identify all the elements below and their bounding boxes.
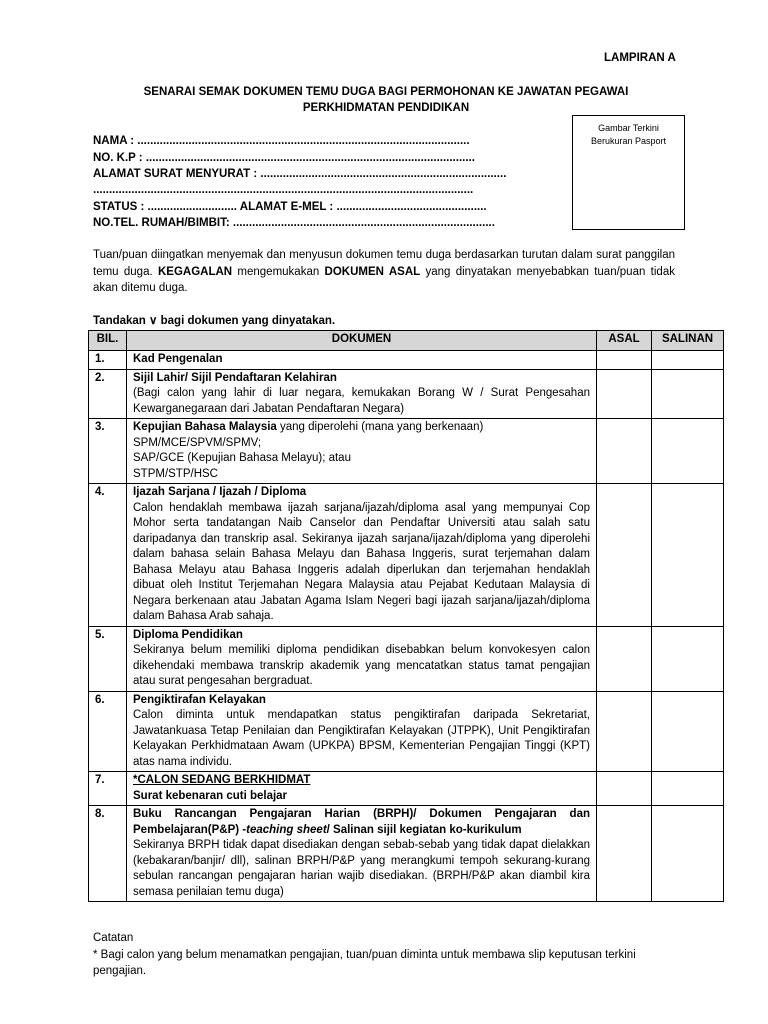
row-title: Diploma Pendidikan	[133, 628, 243, 641]
passport-photo-box	[572, 115, 685, 230]
row-document	[127, 419, 597, 484]
row-body: Surat kebenaran cuti belajar	[133, 789, 288, 802]
table-row	[89, 772, 724, 806]
row-document	[127, 369, 597, 419]
table-row	[89, 626, 724, 691]
intro-text-a: Tuan/puan diingatkan menyemak dan menyusun dokumen temu duga berdasarkan turutan dalam surat panggilan temu duga.	[93, 249, 675, 278]
row-title: Pengiktirafan Kelayakan	[133, 693, 266, 706]
row-title: Ijazah Sarjana / Ijazah / Diploma	[133, 486, 307, 498]
header-bil: BIL.	[89, 331, 127, 351]
row-document	[127, 806, 597, 902]
row-title: *CALON SEDANG BERKHIDMAT	[133, 774, 311, 786]
row-body: Calon hendaklah membawa ijazah sarjana/ijazah/diploma asal yang mempunyai Cop Mohor serta tandatangan Naib Canselor dan Pendaftar Universiti atau salah satu daripadanya dan transkrip asal. Sekiranya ijazah sarjana/ijazah/diploma yang diperolehi dalam bahasa selain Bahasa Melayu dan Bahasa Inggeris, surat terjemahan dalam Bahasa Melayu atau Bahasa Inggeris adalah diperlukan dan terjemahan hendaklah dibuat oleh Institut Terjemahan Negara Malaysia atau Pejabat Kedutaan Malaysia di Negara berkenaan atau Jabatan Agama Islam Negeri bagi ijazah sarjana/ijazah/diploma dalam Bahasa Arab sahaja.	[133, 501, 590, 622]
row-number: 8.	[89, 806, 127, 902]
intro-text-c: yang dinyatakan menyebabkan tuan/puan tidak akan ditemu duga.	[93, 265, 675, 294]
row-number: 5.	[89, 626, 127, 691]
header-dokumen: DOKUMEN	[127, 331, 597, 351]
field-email[interactable]: ALAMAT E-MEL : ...............................................	[239, 201, 487, 213]
catatan-heading: Catatan	[93, 932, 134, 944]
row-title: Sijil Lahir/ Sijil Pendaftaran Kelahiran	[133, 371, 337, 384]
salinan-checkbox[interactable]	[652, 626, 724, 691]
checklist-table	[88, 330, 724, 902]
row-title-italic: teaching sheet	[246, 823, 327, 836]
field-alamat[interactable]: ALAMAT SURAT MENYURAT : .............................................................................	[93, 168, 507, 180]
header-asal: ASAL	[597, 331, 652, 351]
table-row	[89, 806, 724, 902]
row-number: 3.	[89, 419, 127, 484]
intro-dokumen-asal: DOKUMEN ASAL	[324, 265, 421, 278]
row-title	[133, 807, 590, 838]
header-salinan: SALINAN	[652, 331, 724, 351]
asal-checkbox[interactable]	[597, 419, 652, 484]
row-body: Calon diminta untuk mendapatkan status pengiktirafan daripada Sekretariat, Jawatankuasa Tetap Penilaian dan Pengiktirafan Kelayakan (JTPPK), Unit Pengiktirafan Kelayakan Perkhidmataan Awam (UPKPA) BPSM, Kementerian Pengajian Tinggi (KPT) atas nama individu.	[133, 709, 590, 768]
row-line: SPM/MCE/SPVM/SPMV;	[133, 436, 262, 449]
row-document	[127, 351, 597, 370]
table-row	[89, 419, 724, 484]
row-title: Kepujian Bahasa Malaysia	[133, 421, 277, 433]
field-tel[interactable]: NO.TEL. RUMAH/BIMBIT: ..................................................................................	[93, 217, 495, 229]
document-title	[80, 84, 692, 116]
instruction-text: Tandakan ∨ bagi dokumen yang dinyatakan.	[93, 315, 336, 327]
catatan-section	[93, 930, 678, 980]
table-header-row	[89, 331, 724, 351]
row-number: 6.	[89, 691, 127, 772]
row-body: (Bagi calon yang lahir di luar negara, kemukakan Borang W / Surat Pengesahan Kewarganegaraan dari Jabatan Pendaftaran Negara)	[133, 387, 590, 415]
asal-checkbox[interactable]	[597, 369, 652, 419]
row-body: Sekiranya BRPH tidak dapat disediakan dengan sebab-sebab yang tidak dapat dielakkan (kebakaran/banjir/ dll), salinan BRPH/P&P yang merangkumi tempoh sekurang-kurang sebulan rancangan pengajaran harian wajib disediakan. (BRPH/P&P akan diambil kira semasa penilaian temu duga)	[133, 839, 590, 898]
salinan-checkbox[interactable]	[652, 419, 724, 484]
catatan-note: * Bagi calon yang belum menamatkan pengajian, tuan/puan diminta untuk membawa slip keputusan terkini pengajian.	[93, 948, 636, 977]
row-number: 1.	[89, 351, 127, 370]
field-alamat-cont[interactable]: .......................................................................................................................	[93, 184, 474, 196]
row-document	[127, 484, 597, 627]
asal-checkbox[interactable]	[597, 351, 652, 370]
row-document	[127, 626, 597, 691]
row-number: 7.	[89, 772, 127, 806]
row-title-a: Buku Rancangan Pengajaran Harian (BRPH)/ Dokumen Pengajaran dan Pembelajaran(P&P) -	[133, 808, 590, 836]
table-row	[89, 484, 724, 627]
title-line-2: PERKHIDMATAN PENDIDIKAN	[302, 102, 470, 114]
table-row	[89, 691, 724, 772]
photo-label-2: Berukuran Pasport	[590, 136, 667, 146]
field-nokp[interactable]: NO. K.P : .......................................................................................................	[93, 152, 475, 164]
asal-checkbox[interactable]	[597, 691, 652, 772]
row-line: STPM/STP/HSC	[133, 467, 218, 480]
row-title: Kad Pengenalan	[133, 353, 223, 365]
asal-checkbox[interactable]	[597, 806, 652, 902]
title-line-1: SENARAI SEMAK DOKUMEN TEMU DUGA BAGI PERMOHONAN KE JAWATAN PEGAWAI	[143, 86, 629, 98]
lampiran-label: LAMPIRAN A	[604, 52, 676, 64]
field-status-email[interactable]	[93, 199, 568, 215]
field-nama[interactable]: NAMA : ........................................................................................................	[93, 135, 470, 147]
asal-checkbox[interactable]	[597, 772, 652, 806]
row-number: 2.	[89, 369, 127, 419]
row-title-line	[133, 420, 590, 436]
row-document	[127, 772, 597, 806]
salinan-checkbox[interactable]	[652, 806, 724, 902]
row-number: 4.	[89, 484, 127, 627]
table-row	[89, 351, 724, 370]
intro-paragraph	[93, 247, 675, 297]
field-status[interactable]: STATUS : ............................	[93, 201, 237, 213]
table-row	[89, 369, 724, 419]
row-title-rest: yang diperolehi (mana yang berkenaan)	[276, 421, 484, 433]
photo-label-1: Gambar Terkini	[598, 123, 659, 133]
intro-text-b: mengemukakan	[232, 265, 325, 278]
salinan-checkbox[interactable]	[652, 772, 724, 806]
asal-checkbox[interactable]	[597, 484, 652, 627]
asal-checkbox[interactable]	[597, 626, 652, 691]
salinan-checkbox[interactable]	[652, 351, 724, 370]
intro-kegagalan: KEGAGALAN	[157, 265, 233, 278]
salinan-checkbox[interactable]	[652, 691, 724, 772]
salinan-checkbox[interactable]	[652, 484, 724, 627]
row-body: Sekiranya belum memiliki diploma pendidikan disebabkan belum konvokesyen calon dikehendaki membawa transkrip akademik yang mencatatkan status tamat pengajian atau surat pengesahan bergraduat.	[133, 644, 590, 687]
row-document	[127, 691, 597, 772]
row-title-b: / Salinan sijil kegiatan ko-kurikulum	[326, 823, 522, 836]
salinan-checkbox[interactable]	[652, 369, 724, 419]
row-line: SAP/GCE (Kepujian Bahasa Melayu); atau	[133, 452, 351, 464]
